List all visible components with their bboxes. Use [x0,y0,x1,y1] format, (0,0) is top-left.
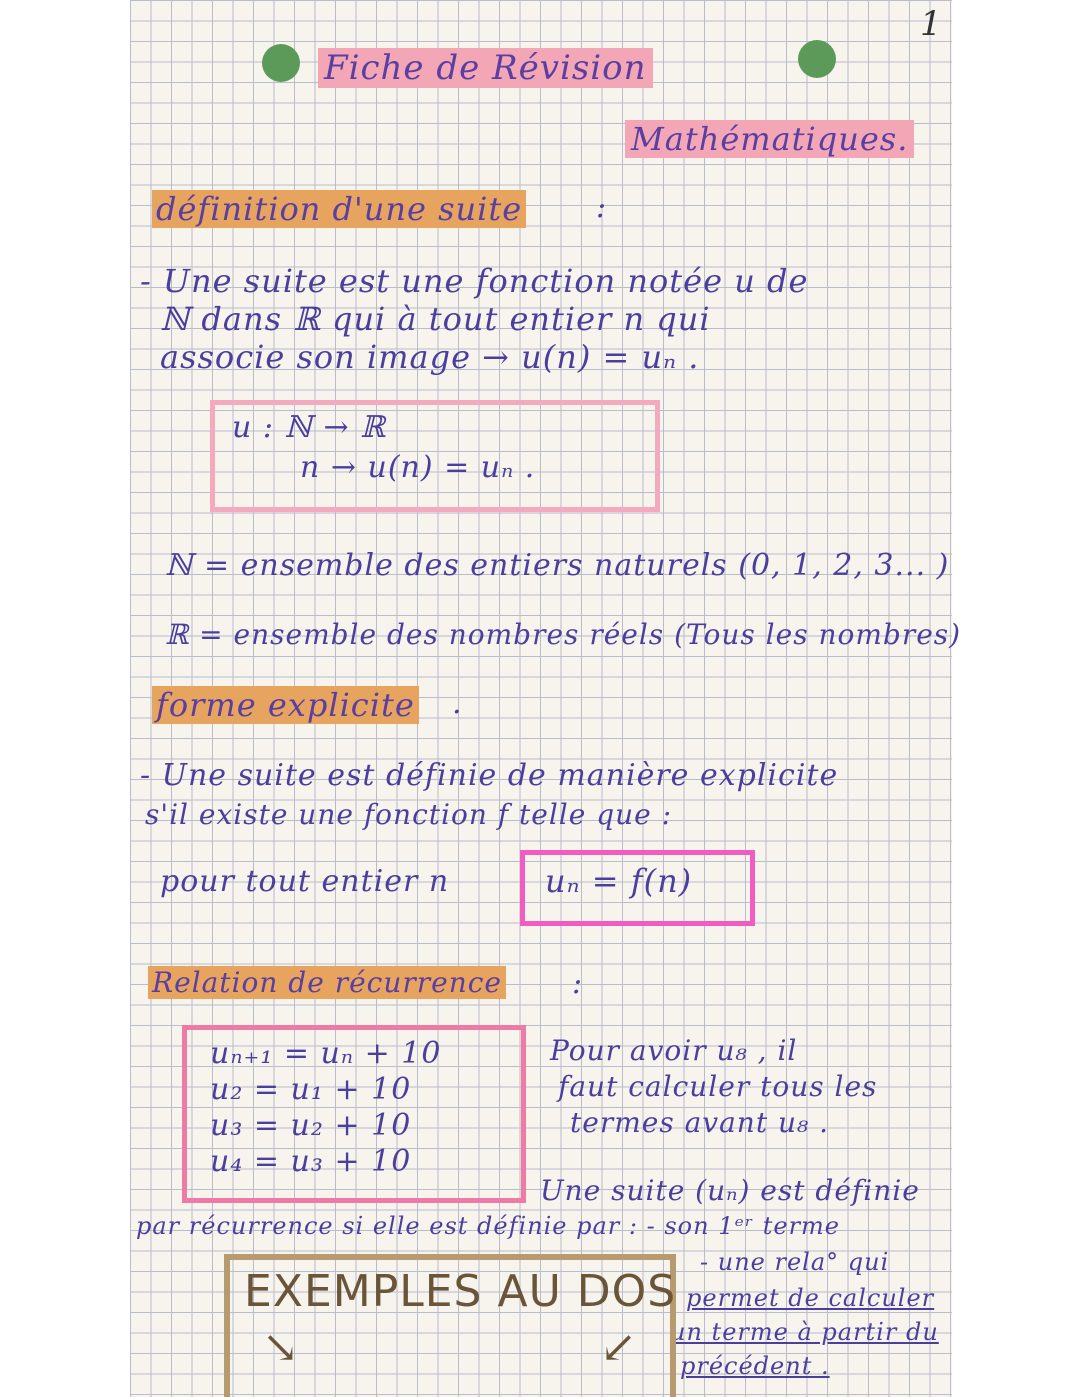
formula: uₙ = f(n) [545,862,693,900]
colon: . [452,686,463,721]
definition-line: par récurrence si elle est définie par : - son 1ᵉʳ terme [136,1212,840,1240]
colon: : [596,190,608,225]
page-number: 1 [920,4,943,44]
binder-hole [798,40,836,78]
definition-line: Une suite (uₙ) est définie [540,1174,920,1207]
section-heading-definition: définition d'une suite [152,190,526,228]
examples-note: EXEMPLES AU DOS [244,1266,677,1317]
definition-line: un terme à partir du [670,1318,939,1346]
colon: : [572,966,584,1001]
page-title: Fiche de Révision [318,48,653,88]
formula: u₃ = u₂ + 10 [210,1108,412,1143]
definition-line: permet de calculer [686,1284,935,1312]
arrow-down-left-icon: ↙ [600,1322,638,1373]
definition-R: ℝ = ensemble des nombres réels (Tous les nombres) [165,618,962,651]
text-line: pour tout entier n [160,864,450,899]
note-line: faut calculer tous les [558,1070,878,1103]
formula: u₂ = u₁ + 10 [210,1072,412,1107]
arrow-down-right-icon: ↘ [262,1322,300,1373]
formula: u : ℕ → ℝ [232,410,387,445]
definition-N: ℕ = ensemble des entiers naturels (0, 1, 2, 3... ) [165,548,950,583]
note-line: Pour avoir u₈ , il [550,1034,798,1067]
formula: n → u(n) = uₙ . [300,450,536,485]
binder-hole [262,44,300,82]
text-line: - Une suite est une fonction notée u de [140,262,809,300]
text-line: - Une suite est définie de manière explicite [140,758,839,793]
formula: u₄ = u₃ + 10 [210,1144,412,1179]
subject-title: Mathématiques. [625,120,914,158]
definition-line: précédent . [680,1352,830,1380]
section-heading-recurrence: Relation de récurrence [148,966,506,999]
note-line: termes avant u₈ . [570,1106,830,1139]
definition-line: - une rela° qui [700,1248,890,1276]
formula: uₙ₊₁ = uₙ + 10 [210,1036,442,1071]
text-line: ℕ dans ℝ qui à tout entier n qui [160,300,711,338]
text-line: s'il existe une fonction f telle que : [145,798,673,831]
section-heading-explicit: forme explicite [152,686,419,724]
text-line: associe son image → u(n) = uₙ . [160,338,700,376]
